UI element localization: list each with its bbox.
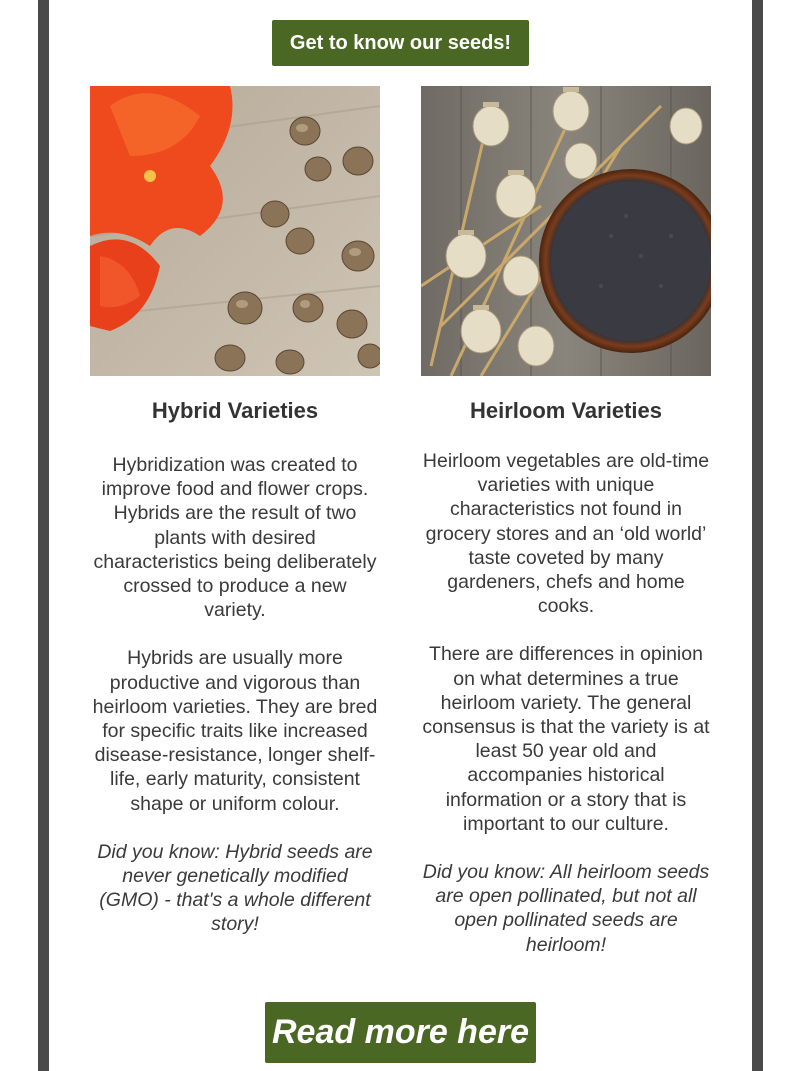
get-to-know-seeds-button[interactable]: Get to know our seeds! bbox=[272, 20, 529, 66]
heirloom-column bbox=[421, 86, 711, 956]
hybrid-paragraph-2: Hybrids are usually more productive and vigorous than heirloom varieties. They are bred for specific traits like increased disease-resistance, longer shelf-life, early maturity, consistent shape or uniform colour. bbox=[92, 647, 378, 815]
heirloom-heading: Heirloom Varieties bbox=[470, 398, 662, 423]
hybrid-heading: Hybrid Varieties bbox=[151, 398, 319, 423]
hybrid-description bbox=[90, 453, 380, 961]
heirloom-paragraph-2: There are differences in opinion on what determines a true heirloom variety. The general consensus is that the variety is at least 50 year old and accompanies historical information or a story that is important to our culture. bbox=[422, 643, 710, 835]
heirloom-poppy-seeds-image bbox=[421, 86, 711, 376]
heirloom-paragraph-1: Heirloom vegetables are old-time varieties with unique characteristics not found in grocery stores and an ‘old world’ taste coveted by many gardeners, chefs and home cooks. bbox=[422, 450, 710, 618]
frame-left-border bbox=[38, 0, 49, 1071]
hybrid-seeds-image bbox=[90, 86, 380, 376]
hybrid-column bbox=[90, 86, 380, 936]
heirloom-description bbox=[421, 449, 711, 981]
heirloom-did-you-know: Did you know: All heirloom seeds are open pollinated, but not all open pollinated seeds are heirloom! bbox=[422, 861, 710, 956]
frame-right-border bbox=[752, 0, 763, 1071]
hybrid-did-you-know: Did you know: Hybrid seeds are never genetically modified (GMO) - that's a whole different story! bbox=[97, 840, 373, 936]
read-more-button[interactable]: Read more here bbox=[265, 1002, 536, 1063]
hybrid-paragraph-1: Hybridization was created to improve food and flower crops. Hybrids are the result of two plants with desired characteristics being deliberately crossed to produce a new variety. bbox=[93, 454, 377, 622]
